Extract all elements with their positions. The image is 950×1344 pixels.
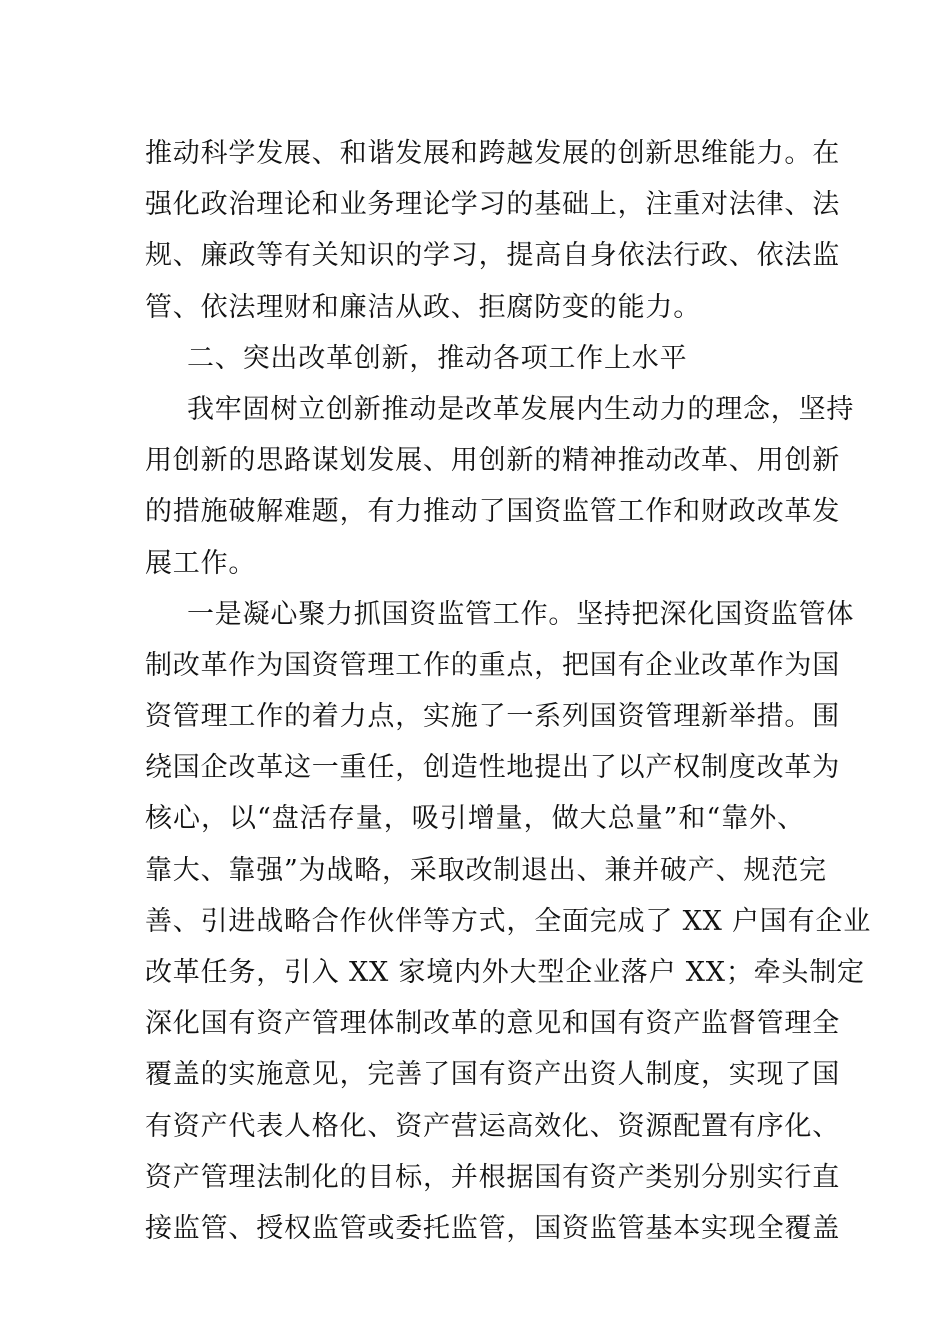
text-line: 推动科学发展、和谐发展和跨越发展的创新思维能力。在 (145, 138, 840, 169)
text-line: 展工作。 (145, 547, 257, 579)
text-line: 靠大、靠强”为战略，采取改制退出、兼并破产、规范完 (145, 854, 827, 886)
text-line: 资产管理法制化的目标，并根据国有资产类别分别实行直 (145, 1161, 840, 1193)
text-line: 深化国有资产管理体制改革的意见和国有资产监督管理全 (145, 1008, 840, 1040)
text-line: 规、廉政等有关知识的学习，提高自身依法行政、依法监 (145, 240, 840, 272)
text-line: 有资产代表人格化、资产营运高效化、资源配置有序化、 (145, 1110, 840, 1142)
text-line: 二、突出改革创新，推动各项工作上水平 (187, 342, 688, 374)
text-line: 管、依法理财和廉洁从政、拒腐防变的能力。 (145, 291, 701, 323)
text-line: 一是凝心聚力抓国资监管工作。坚持把深化国资监管体 (187, 598, 855, 630)
text-line: 绕国企改革这一重任，创造性地提出了以产权制度改革为 (145, 752, 840, 784)
text-line: 资管理工作的着力点，实施了一系列国资管理新举措。围 (145, 701, 840, 733)
text-line: 核心，以“盘活存量，吸引增量，做大总量”和“靠外、 (145, 803, 805, 835)
text-line: 制改革作为国资管理工作的重点，把国有企业改革作为国 (145, 649, 840, 681)
document-body-text (145, 128, 872, 1254)
text-line: 覆盖的实施意见，完善了国有资产出资人制度，实现了国 (145, 1059, 840, 1091)
text-line: 我牢固树立创新推动是改革发展内生动力的理念，坚持 (187, 393, 855, 425)
text-line: 善、引进战略合作伙伴等方式，全面完成了 XX 户国有企业 (145, 905, 872, 937)
text-line: 用创新的思路谋划发展、用创新的精神推动改革、用创新 (145, 445, 840, 477)
text-line: 接监管、授权监管或委托监管，国资监管基本实现全覆盖 (145, 1212, 840, 1244)
text-line: 改革任务，引入 XX 家境内外大型企业落户 XX；牵头制定 (145, 957, 865, 988)
text-line: 的措施破解难题，有力推动了国资监管工作和财政改革发 (145, 496, 840, 528)
text-line: 强化政治理论和业务理论学习的基础上，注重对法律、法 (145, 189, 840, 221)
